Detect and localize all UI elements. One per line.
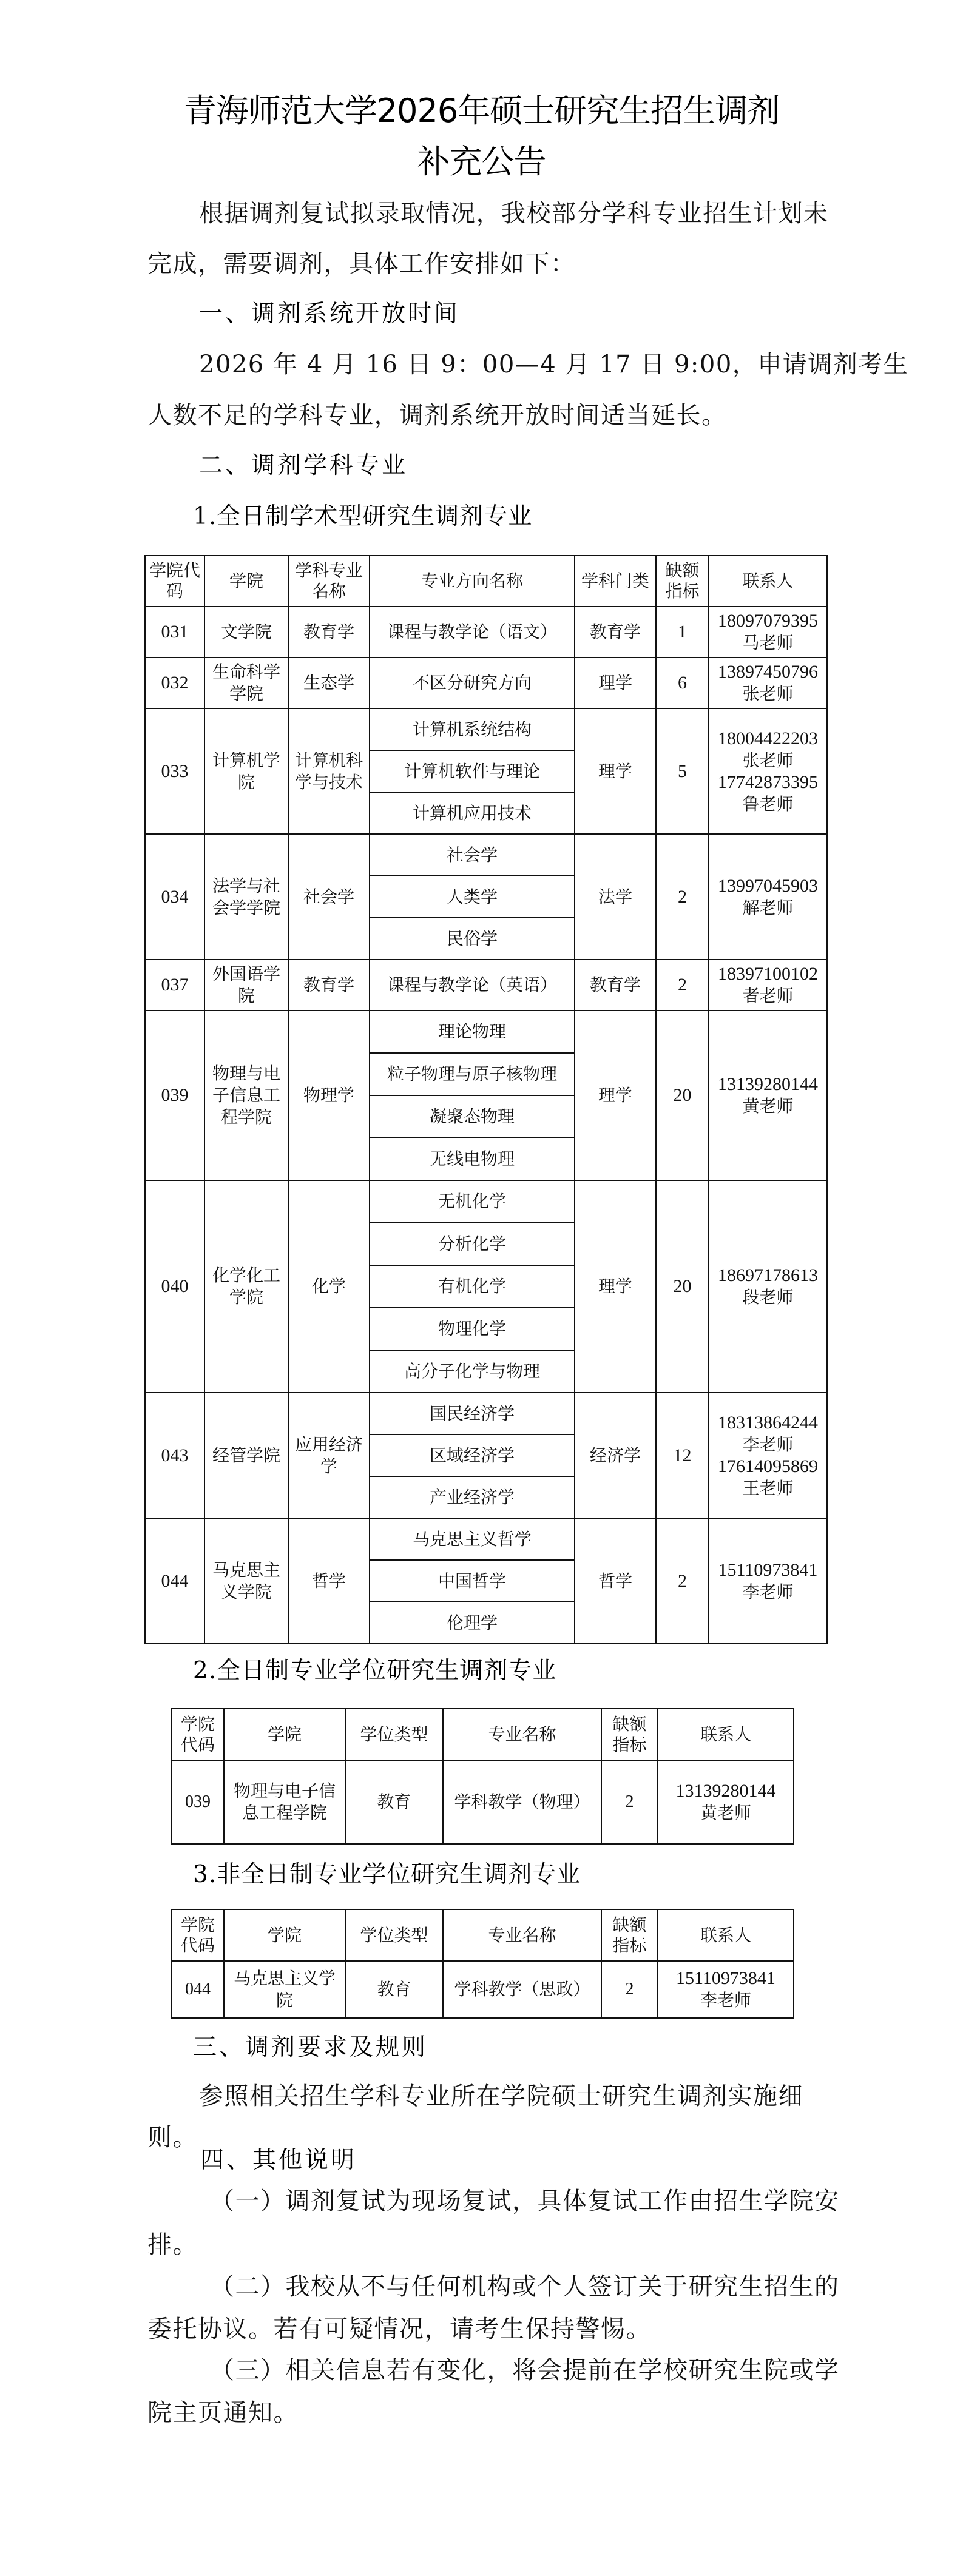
section1-line1: 2026 年 4 月 16 日 9：00—4 月 17 日 9:00，申请调剂考生 [199,351,909,378]
major-name: 学科教学（思政） [443,1961,601,2018]
quota: 2 [601,1760,658,1844]
major-name: 学科教学（物理） [443,1760,601,1844]
contact-person: 李老师 [742,1581,794,1602]
header-degree-type: 学位类型 [345,1709,443,1760]
major-name: 应用经济学 [288,1393,370,1518]
college-name: 马克思主义学院 [224,1961,345,2018]
contact-person: 鲁老师 [742,793,794,814]
table-header-row [145,556,827,607]
contact-person: 李老师 [742,1434,794,1454]
contact [709,1393,827,1518]
quota: 12 [656,1393,709,1518]
contact-person: 黄老师 [700,1803,751,1823]
contact [709,1180,827,1393]
header-category: 学科门类 [575,556,656,607]
section3-line2: 则。 [147,2124,198,2151]
college-name: 外国语学院 [204,960,288,1011]
quota: 5 [656,708,709,834]
direction-name: 不区分研究方向 [370,657,575,708]
college-name: 化学化工学院 [204,1180,288,1393]
college-code: 034 [145,834,204,960]
contact-person: 黄老师 [742,1096,794,1116]
major-name: 教育学 [288,607,370,657]
category: 理学 [575,657,656,708]
direction-name: 计算机应用技术 [370,792,575,834]
contact-person: 李老师 [700,1990,751,2010]
subsection3-heading: 3.非全日制专业学位研究生调剂专业 [193,1861,581,1888]
major-name: 化学 [288,1180,370,1393]
college-code: 039 [145,1011,204,1180]
section4-item2-line2: 委托协议。若有可疑情况，请考生保持警惕。 [147,2315,651,2343]
direction-name: 区域经济学 [370,1434,575,1476]
contact [658,1760,794,1844]
category: 理学 [575,1180,656,1393]
quota: 1 [656,607,709,657]
header-college: 学院 [204,556,288,607]
document-title-line2: 补充公告 [417,143,546,181]
contact-phone: 13997045903 [718,875,818,896]
college-name: 物理与电子信息工程学院 [224,1760,345,1844]
quota: 2 [656,1518,709,1644]
table-row [145,1393,827,1434]
table-row [145,1180,827,1223]
direction-name: 计算机软件与理论 [370,750,575,792]
contact-phone: 18097079395 [718,611,818,631]
category: 哲学 [575,1518,656,1644]
header-college-code: 学院代码 [145,556,204,607]
college-code: 043 [145,1393,204,1518]
subsection2-heading: 2.全日制专业学位研究生调剂专业 [193,1657,557,1684]
major-name: 生态学 [288,657,370,708]
category: 经济学 [575,1393,656,1518]
table-row [172,1961,794,2018]
category: 理学 [575,708,656,834]
header-college-code: 学院代码 [172,1709,224,1760]
direction-name: 理论物理 [370,1011,575,1053]
college-name: 法学与社会学学院 [204,834,288,960]
quota: 2 [601,1961,658,2018]
contact-person: 王老师 [742,1478,794,1498]
contact-phone: 13139280144 [675,1781,776,1801]
contact-person: 解老师 [742,897,794,918]
direction-name: 凝聚态物理 [370,1095,575,1138]
contact [709,1518,827,1644]
college-code: 031 [145,607,204,657]
contact-phone: 18313864244 [718,1412,818,1433]
table-row [145,657,827,708]
college-code: 033 [145,708,204,834]
document-title-line1: 青海师范大学2026年硕士研究生招生调剂 [183,92,780,130]
college-name: 马克思主义学院 [204,1518,288,1644]
major-name: 哲学 [288,1518,370,1644]
table-row [172,1760,794,1844]
college-name: 经管学院 [204,1393,288,1518]
header-degree-type: 学位类型 [345,1909,443,1961]
header-quota: 缺额指标 [656,556,709,607]
direction-name: 社会学 [370,834,575,876]
major-name: 物理学 [288,1011,370,1180]
direction-name: 产业经济学 [370,1476,575,1518]
quota: 6 [656,657,709,708]
contact-person: 张老师 [742,684,794,704]
academic-adjustment-table [144,555,828,1644]
contact-person: 者老师 [742,986,794,1006]
direction-name: 粒子物理与原子核物理 [370,1053,575,1095]
college-code: 032 [145,657,204,708]
degree-type: 教育 [345,1760,443,1844]
section2-heading: 二、调剂学科专业 [199,452,408,479]
section3-heading: 三、调剂要求及规则 [193,2034,428,2061]
college-name: 文学院 [204,607,288,657]
category: 法学 [575,834,656,960]
header-quota: 缺额指标 [601,1909,658,1961]
direction-name: 课程与教学论（英语） [370,960,575,1011]
contact-phone: 15110973841 [718,1559,818,1580]
direction-name: 无线电物理 [370,1138,575,1180]
contact-person: 段老师 [742,1287,794,1307]
header-college: 学院 [224,1909,345,1961]
table-row [145,1518,827,1560]
college-name: 物理与电子信息工程学院 [204,1011,288,1180]
intro-paragraph-line2: 完成，需要调剂，具体工作安排如下： [147,250,576,278]
category: 教育学 [575,607,656,657]
college-code: 037 [145,960,204,1011]
category: 教育学 [575,960,656,1011]
quota: 2 [656,960,709,1011]
direction-name: 分析化学 [370,1223,575,1265]
contact [709,657,827,708]
subsection1-heading: 1.全日制学术型研究生调剂专业 [193,503,533,530]
major-name: 教育学 [288,960,370,1011]
contact-phone: 18004422203 [718,728,818,748]
table-row [145,607,827,657]
section3-line1: 参照相关招生学科专业所在学院硕士研究生调剂实施细 [199,2082,803,2110]
category: 理学 [575,1011,656,1180]
section1-heading: 一、调剂系统开放时间 [199,300,461,328]
college-code: 040 [145,1180,204,1393]
header-contact: 联系人 [658,1709,794,1760]
table-header-row [172,1709,794,1760]
major-name: 计算机科学与技术 [288,708,370,834]
section4-heading: 四、其他说明 [200,2147,357,2174]
contact [709,607,827,657]
contact-phone: 18697178613 [718,1265,818,1285]
contact-phone: 17614095869 [718,1456,818,1476]
parttime-professional-table [171,1909,794,2019]
contact-person: 马老师 [742,633,794,653]
direction-name: 人类学 [370,876,575,918]
section4-item3-line1: （三）相关信息若有变化，将会提前在学校研究生院或学 [210,2356,840,2384]
header-major: 专业名称 [443,1909,601,1961]
header-major: 专业名称 [443,1709,601,1760]
college-code: 044 [145,1518,204,1644]
header-contact: 联系人 [709,556,827,607]
direction-name: 计算机系统结构 [370,708,575,750]
contact [709,960,827,1011]
quota: 20 [656,1011,709,1180]
contact-phone: 15110973841 [676,1968,775,1988]
quota: 2 [656,834,709,960]
contact-phone: 13139280144 [718,1074,818,1094]
direction-name: 高分子化学与物理 [370,1350,575,1393]
intro-paragraph-line1: 根据调剂复试拟录取情况，我校部分学科专业招生计划未 [199,200,829,227]
direction-name: 无机化学 [370,1180,575,1223]
direction-name: 伦理学 [370,1602,575,1644]
contact-person: 张老师 [742,750,794,770]
header-direction: 专业方向名称 [370,556,575,607]
section4-item1-line2: 排。 [147,2231,198,2259]
direction-name: 国民经济学 [370,1393,575,1434]
contact [709,1011,827,1180]
section1-line2: 人数不足的学科专业，调剂系统开放时间适当延长。 [147,402,727,429]
header-college: 学院 [224,1709,345,1760]
header-contact: 联系人 [658,1909,794,1961]
section4-item3-line2: 院主页通知。 [147,2399,299,2427]
direction-name: 有机化学 [370,1265,575,1308]
contact-phone: 18397100102 [718,964,818,984]
contact [709,834,827,960]
college-name: 计算机学院 [204,708,288,834]
college-code: 044 [172,1961,224,2018]
contact [709,708,827,834]
degree-type: 教育 [345,1961,443,2018]
table-header-row [172,1909,794,1961]
header-major: 学科专业名称 [288,556,370,607]
table-row [145,1011,827,1053]
table-row [145,960,827,1011]
contact-phone: 17742873395 [718,772,818,792]
section4-item2-line1: （二）我校从不与任何机构或个人签订关于研究生招生的 [210,2273,840,2301]
contact [658,1961,794,2018]
table-row [145,834,827,876]
direction-name: 物理化学 [370,1308,575,1350]
direction-name: 马克思主义哲学 [370,1518,575,1560]
college-name: 生命科学学院 [204,657,288,708]
fulltime-professional-table [171,1708,794,1845]
direction-name: 中国哲学 [370,1560,575,1602]
section4-item1-line1: （一）调剂复试为现场复试，具体复试工作由招生学院安 [210,2187,840,2215]
direction-name: 课程与教学论（语文） [370,607,575,657]
college-code: 039 [172,1760,224,1844]
header-quota: 缺额指标 [601,1709,658,1760]
contact-phone: 13897450796 [718,662,818,682]
direction-name: 民俗学 [370,918,575,960]
quota: 20 [656,1180,709,1393]
header-college-code: 学院代码 [172,1909,224,1961]
table-row [145,708,827,750]
major-name: 社会学 [288,834,370,960]
